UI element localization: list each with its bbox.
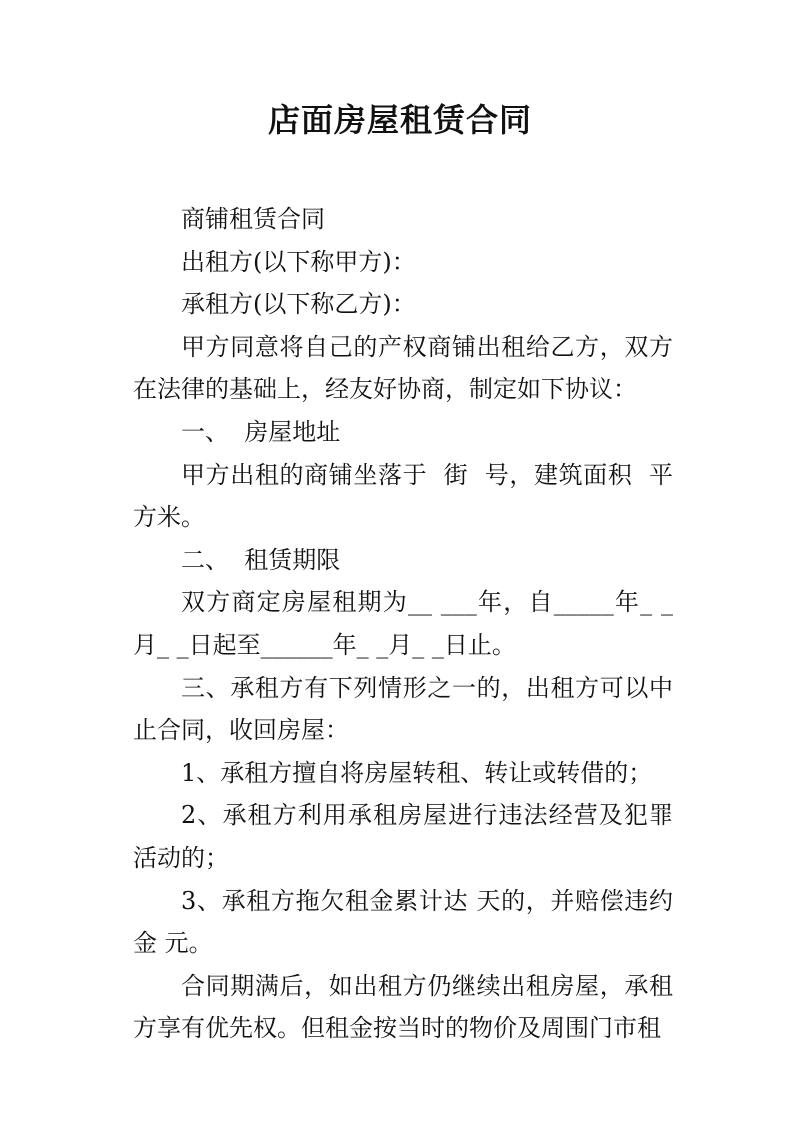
section-heading-term: 二、 租赁期限 [181, 545, 341, 574]
paragraph-term: 双方商定房屋租期为__ ___年，自_____年_ _月_ _日起至______年_ _月_ _日止。 [133, 588, 673, 659]
paragraph-lessor: 出租方(以下称甲方)： [181, 247, 416, 276]
clause-sublet: 1、承租方擅自将房屋转租、转让或转借的； [181, 758, 653, 787]
document-body [133, 198, 673, 1050]
section-heading-termination: 三、承租方有下列情形之一的，出租方可以中止合同，收回房屋： [133, 673, 673, 745]
paragraph-lessee: 承租方(以下称乙方)： [181, 290, 416, 319]
clause-illegal-use: 2、承租方利用承租房屋进行违法经营及犯罪活动的； [133, 801, 673, 872]
document-title: 店面房屋租赁合同 [267, 101, 532, 139]
paragraph-contract-name: 商铺租赁合同 [181, 205, 325, 233]
section-heading-address: 一、 房屋地址 [181, 417, 341, 446]
paragraph-agreement-intro: 甲方同意将自己的产权商铺出租给乙方，双方在法律的基础上，经友好协商，制定如下协议： [133, 332, 673, 404]
paragraph-address: 甲方出租的商铺坐落于 街 号，建筑面积 平方米。 [133, 460, 673, 532]
clause-rent-arrears: 3、承租方拖欠租金累计达 天的，并赔偿违约金 元。 [133, 886, 673, 958]
paragraph-renewal: 合同期满后，如出租方仍继续出租房屋，承租方享有优先权。但租金按当时的物价及周围门市租 [133, 971, 673, 1043]
